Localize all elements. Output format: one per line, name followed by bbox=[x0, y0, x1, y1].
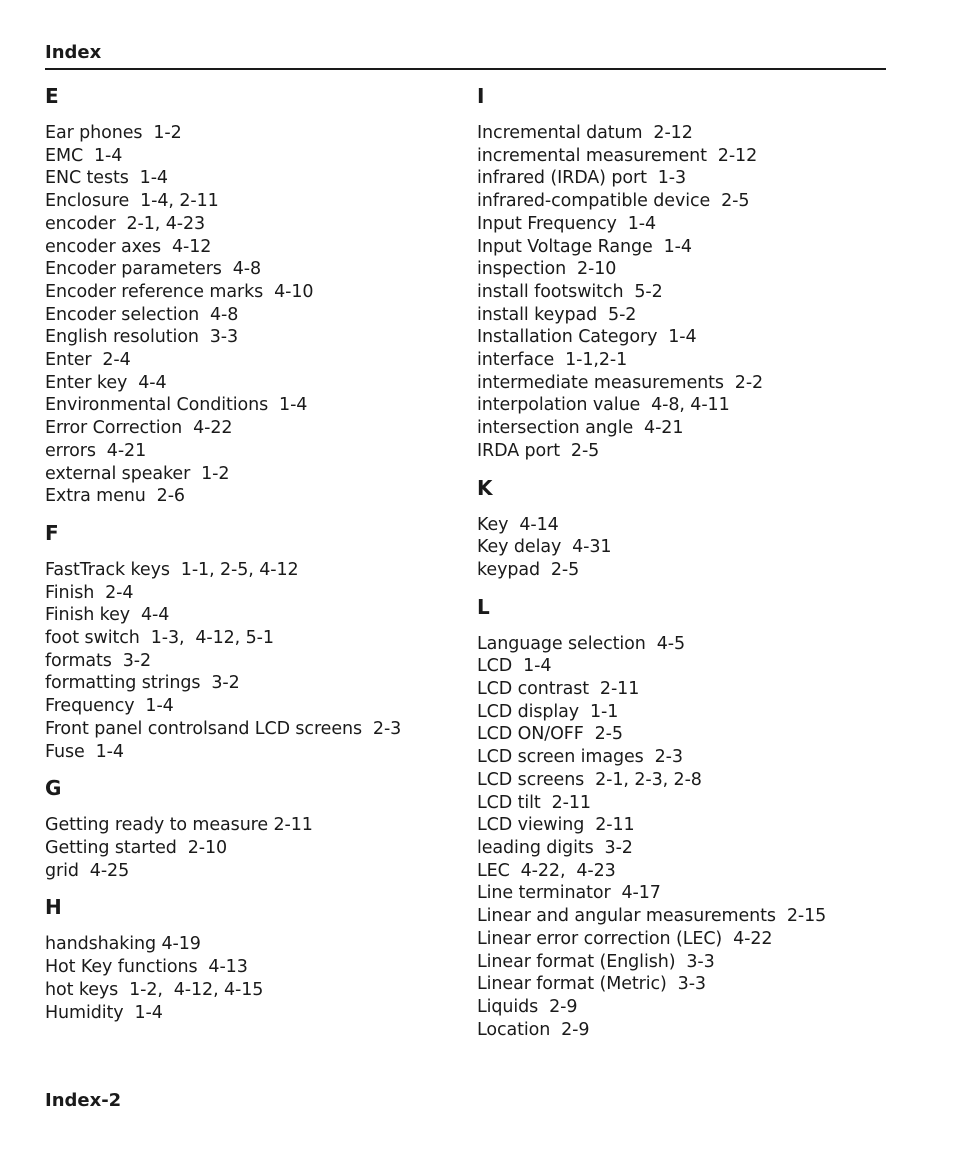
index-entry: Frequency 1-4 bbox=[45, 696, 174, 717]
index-entry: LCD viewing 2-11 bbox=[477, 815, 635, 836]
index-entry: Finish 2-4 bbox=[45, 582, 134, 603]
index-entry: Extra menu 2-6 bbox=[45, 486, 185, 507]
index-entry: IRDA port 2-5 bbox=[477, 440, 600, 461]
index-entry: encoder axes 4-12 bbox=[45, 236, 212, 257]
index-entry: LCD screen images 2-3 bbox=[477, 747, 683, 768]
index-entry: infrared-compatible device 2-5 bbox=[477, 191, 750, 212]
index-entry: interface 1-1,2-1 bbox=[477, 350, 628, 371]
index-entry: LCD tilt 2-11 bbox=[477, 792, 591, 813]
index-section-e bbox=[45, 84, 465, 508]
header-rule bbox=[45, 68, 886, 70]
index-entry: Encoder selection 4-8 bbox=[45, 304, 239, 325]
index-section-h bbox=[45, 895, 465, 1024]
index-entry: Installation Category 1-4 bbox=[477, 327, 697, 348]
page-header-title: Index bbox=[45, 42, 102, 63]
index-entry: ENC tests 1-4 bbox=[45, 168, 168, 189]
index-entry: Environmental Conditions 1-4 bbox=[45, 395, 308, 416]
index-entry: LCD ON/OFF 2-5 bbox=[477, 724, 623, 745]
index-entry: foot switch 1-3, 4-12, 5-1 bbox=[45, 628, 274, 649]
index-entry: intersection angle 4-21 bbox=[477, 418, 684, 439]
index-entry: LCD 1-4 bbox=[477, 656, 552, 677]
index-entry: hot keys 1-2, 4-12, 4-15 bbox=[45, 979, 264, 1000]
index-entry: Liquids 2-9 bbox=[477, 996, 578, 1017]
index-entry: EMC 1-4 bbox=[45, 145, 123, 166]
index-section-i bbox=[477, 84, 917, 463]
index-entry: handshaking 4-19 bbox=[45, 934, 201, 955]
index-entry: grid 4-25 bbox=[45, 860, 130, 881]
index-section-k bbox=[477, 476, 917, 582]
index-entry: interpolation value 4-8, 4-11 bbox=[477, 395, 730, 416]
index-entry: Enclosure 1-4, 2-11 bbox=[45, 191, 219, 212]
index-entry: Location 2-9 bbox=[477, 1019, 590, 1040]
index-entry: external speaker 1-2 bbox=[45, 463, 230, 484]
index-entry: Front panel controlsand LCD screens 2-3 bbox=[45, 718, 402, 739]
index-entry: Line terminator 4-17 bbox=[477, 883, 661, 904]
index-entry: Linear and angular measurements 2-15 bbox=[477, 906, 827, 927]
index-entry: formatting strings 3-2 bbox=[45, 673, 240, 694]
index-entry: Hot Key functions 4-13 bbox=[45, 957, 248, 978]
index-entry: Encoder parameters 4-8 bbox=[45, 259, 262, 280]
index-entry: inspection 2-10 bbox=[477, 259, 617, 280]
index-entry: Language selection 4-5 bbox=[477, 633, 685, 654]
index-entry: Getting started 2-10 bbox=[45, 837, 228, 858]
index-entry: Enter key 4-4 bbox=[45, 372, 167, 393]
index-entry: Encoder reference marks 4-10 bbox=[45, 281, 314, 302]
index-entry: keypad 2-5 bbox=[477, 559, 580, 580]
index-entry: install footswitch 5-2 bbox=[477, 281, 663, 302]
index-entry: Incremental datum 2-12 bbox=[477, 123, 693, 143]
section-letter: G bbox=[45, 776, 62, 801]
section-letter: K bbox=[477, 475, 493, 500]
index-entry: Humidity 1-4 bbox=[45, 1002, 163, 1023]
index-entry: LCD screens 2-1, 2-3, 2-8 bbox=[477, 769, 702, 790]
index-entry: errors 4-21 bbox=[45, 440, 147, 461]
index-entry: Linear error correction (LEC) 4-22 bbox=[477, 928, 773, 949]
index-entry: formats 3-2 bbox=[45, 650, 152, 671]
index-entry: infrared (IRDA) port 1-3 bbox=[477, 168, 687, 189]
section-letter: H bbox=[45, 895, 62, 920]
index-entry: FastTrack keys 1-1, 2-5, 4-12 bbox=[45, 559, 299, 580]
section-letter: F bbox=[45, 520, 59, 545]
index-entry: Error Correction 4-22 bbox=[45, 418, 233, 439]
section-letter: I bbox=[477, 84, 485, 108]
index-entry: Linear format (English) 3-3 bbox=[477, 951, 715, 972]
index-entry: English resolution 3-3 bbox=[45, 327, 239, 348]
index-entry: leading digits 3-2 bbox=[477, 837, 633, 858]
index-entry: Fuse 1-4 bbox=[45, 741, 124, 762]
section-letter: E bbox=[45, 84, 59, 108]
index-entry: Getting ready to measure 2-11 bbox=[45, 815, 313, 836]
index-entry: LEC 4-22, 4-23 bbox=[477, 860, 616, 881]
index-entry: Key delay 4-31 bbox=[477, 537, 612, 558]
index-entry: LCD display 1-1 bbox=[477, 701, 619, 722]
index-entry: Linear format (Metric) 3-3 bbox=[477, 974, 706, 995]
section-letter: L bbox=[477, 594, 490, 619]
index-section-f bbox=[45, 521, 465, 763]
index-entry: LCD contrast 2-11 bbox=[477, 679, 640, 700]
index-entry: encoder 2-1, 4-23 bbox=[45, 213, 206, 234]
index-column-left bbox=[45, 84, 465, 1037]
index-column-right bbox=[477, 84, 917, 1054]
index-section-g bbox=[45, 776, 465, 882]
index-entry: Ear phones 1-2 bbox=[45, 123, 182, 143]
index-entry: install keypad 5-2 bbox=[477, 304, 637, 325]
index-entry: incremental measurement 2-12 bbox=[477, 145, 758, 166]
index-section-l bbox=[477, 595, 917, 1042]
index-entry: Enter 2-4 bbox=[45, 350, 131, 371]
index-entry: Key 4-14 bbox=[477, 514, 559, 535]
index-entry: intermediate measurements 2-2 bbox=[477, 372, 764, 393]
index-entry: Input Frequency 1-4 bbox=[477, 213, 656, 234]
index-entry: Input Voltage Range 1-4 bbox=[477, 236, 692, 257]
page-footer-label: Index-2 bbox=[45, 1090, 122, 1111]
index-entry: Finish key 4-4 bbox=[45, 605, 170, 626]
